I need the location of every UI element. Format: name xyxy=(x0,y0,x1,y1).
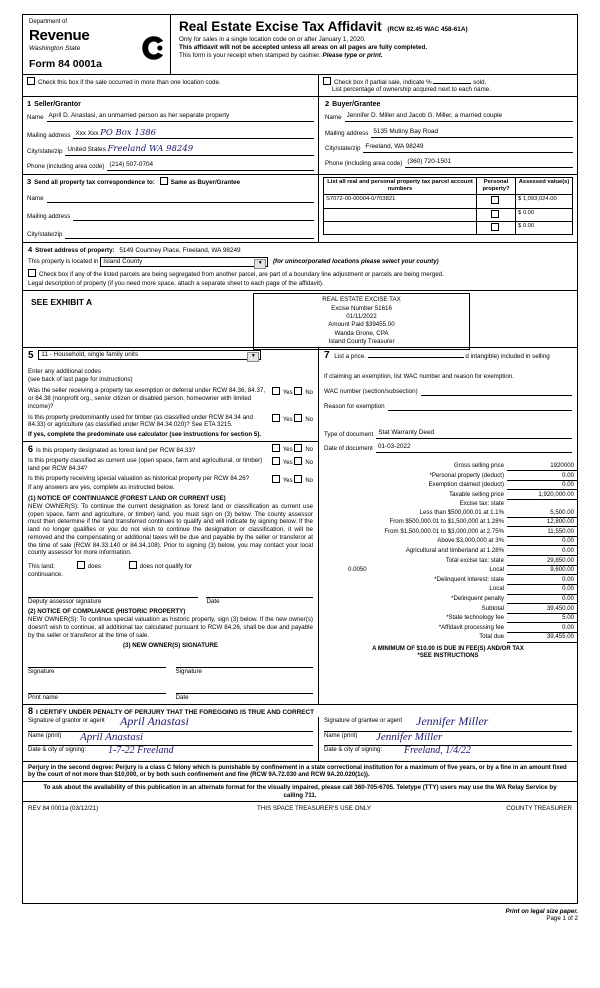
table-row xyxy=(319,508,577,517)
rev-number: REV 84 0001a (03/12/21) xyxy=(28,805,99,813)
table-row xyxy=(319,471,577,481)
tax-label-2: Exemption claimed (deduct) xyxy=(428,481,504,489)
buyer-name-value[interactable]: Jennifer D. Miller and Jacob G. Miller, a married couple xyxy=(345,112,573,122)
q2-no-label: No xyxy=(305,416,313,423)
use-code-and-tax-row xyxy=(23,348,577,703)
seller-name-value[interactable]: April D. Anastasi, an unmarried person as her separate property xyxy=(47,112,314,122)
this-land-label: This land: xyxy=(28,563,55,570)
tax-value-3[interactable]: 1,920,000.00 xyxy=(507,490,577,500)
county-treasurer-label: COUNTY TREASURER xyxy=(506,805,572,813)
seller-city-typed: United States xyxy=(67,146,106,154)
perjury-notice xyxy=(23,761,577,781)
q2-yesno[interactable] xyxy=(272,414,313,425)
notice1-title: (1) NOTICE OF CONTINUANCE (FOREST LAND OR CURRENT USE) xyxy=(28,495,226,502)
seller-mailing-value[interactable] xyxy=(73,128,314,140)
revenue-logo-icon xyxy=(141,35,167,61)
parcel-value-0[interactable]: S7072-00-00004-0/703821 xyxy=(324,195,477,208)
multi-location-checkbox[interactable] xyxy=(27,77,35,85)
seller-phone-value[interactable]: (214) 507-0704 xyxy=(107,161,314,171)
certification-heading-row xyxy=(23,704,577,717)
form-footer-row xyxy=(23,801,577,816)
sec6-q1-no: No xyxy=(305,446,313,453)
buyer-city-label: City/state/zip xyxy=(325,145,361,152)
table-row xyxy=(324,208,573,221)
see-instructions-note: *SEE INSTRUCTIONS xyxy=(417,653,479,660)
sec3-city-value[interactable] xyxy=(65,229,314,239)
sec6-q1-yes: Yes xyxy=(282,446,293,453)
parcel-value-1[interactable] xyxy=(324,208,477,221)
grantor-print-value[interactable]: April Anastasi xyxy=(80,730,144,743)
signature-label-2: Signature xyxy=(175,668,202,675)
multi-location-label: Check this box if the sale occurred in more than one location code. xyxy=(38,78,221,86)
tax-value-4 xyxy=(507,499,577,508)
header-line-3: This form is your receipt when stamped by cashier. Please type or print. xyxy=(179,51,383,59)
seller-mailing-label: Mailing address xyxy=(27,131,71,139)
sec6-q3-text: Is this property receiving special valuation as historical property per RCW 84.26? xyxy=(28,474,250,482)
partial-sale-note: List percentage of ownership acquired next to each name. xyxy=(332,86,491,94)
sec3-name-value[interactable] xyxy=(47,193,314,203)
reason-label: Reason for exemption xyxy=(324,402,385,410)
buyer-phone-value[interactable]: (360) 720-1501 xyxy=(405,158,573,168)
sec6-q3-yesno[interactable] xyxy=(272,475,313,486)
new-owner-signature-2[interactable] xyxy=(176,657,314,668)
parcel-value-2[interactable] xyxy=(324,221,477,234)
doc-type-value[interactable]: Stat Warranty Deed xyxy=(376,429,572,439)
sec5-number: 5 xyxy=(28,350,34,362)
new-owner-signature-1[interactable] xyxy=(28,657,166,668)
use-code-section xyxy=(23,348,318,441)
sec3-text: Send all property tax correspondence to: xyxy=(34,179,155,186)
multi-location-cell[interactable] xyxy=(23,75,319,97)
deputy-date-label: Date xyxy=(206,597,220,605)
list-price-field[interactable] xyxy=(368,357,464,358)
tax-label-14: *Delinquent penalty xyxy=(451,595,504,603)
new-owner-printname-1[interactable] xyxy=(28,683,166,694)
tax-label-8: Above $3,000,000 at 3% xyxy=(437,537,504,545)
table-row xyxy=(319,527,577,537)
grantor-date-value[interactable]: 1-7-22 Freeland xyxy=(108,744,174,756)
left-column xyxy=(23,348,319,703)
partial-sale-label-b: sold. xyxy=(473,78,487,86)
buyer-section xyxy=(319,97,577,174)
county-note: (for unincorporated locations please select your county) xyxy=(272,257,439,265)
sec6-q2-yesno[interactable] xyxy=(272,457,313,468)
grantee-signature-block xyxy=(319,713,577,761)
exhibit-reference: SEE EXHIBIT A xyxy=(31,297,93,308)
tax-value-7[interactable]: 11,550.00 xyxy=(507,527,577,537)
print-note: Print on legal size paper. xyxy=(505,908,578,915)
seller-city-hand: Freeland WA 98249 xyxy=(107,144,194,155)
seller-number: 1 xyxy=(27,99,32,108)
use-code-select[interactable] xyxy=(38,350,261,360)
form-title-block xyxy=(171,15,577,74)
table-row xyxy=(319,604,577,614)
sec3-mailing-value[interactable] xyxy=(73,211,314,221)
department-label: Department of xyxy=(29,19,68,25)
buyer-mailing-label: Mailing address xyxy=(325,130,369,137)
q1-yes-label: Yes xyxy=(282,390,293,397)
tax-label-3: Taxable selling price xyxy=(449,490,504,498)
county-select-value: Island County xyxy=(103,257,143,265)
certification-heading: I CERTIFY UNDER PENALTY OF PERJURY THAT THE FOREGOING IS TRUE AND CORRECT xyxy=(36,708,315,716)
sec3-city-label: City/state/zip xyxy=(27,231,63,238)
use-code-value: 11 - Household, single family units xyxy=(41,351,139,359)
sec3-mailing-label: Mailing address xyxy=(27,213,71,220)
q2-text: Is this property predominantly used for timber (as classified under RCW 84.34 and 84.33) or agriculture (as classified under RCW 84.34.020)? See ETA 3215. xyxy=(28,413,253,429)
personal-checkbox-2[interactable] xyxy=(477,221,516,234)
correspondence-parcels-row xyxy=(23,175,577,243)
grantor-signature-block xyxy=(23,713,319,761)
stamp-line-5: Wanda Grone, CPA xyxy=(334,329,389,337)
exempt-claim-text: If claiming an exemption, list WAC number and reason for exemption. xyxy=(324,372,514,380)
table-row xyxy=(319,480,577,490)
personal-header: Personal property? xyxy=(477,178,516,195)
tax-value-9[interactable]: 0.00 xyxy=(507,546,577,556)
this-land-row xyxy=(28,561,313,571)
reason-field[interactable] xyxy=(388,401,572,411)
partial-sale-cell[interactable] xyxy=(319,75,577,97)
tax-label-18: Total due xyxy=(479,633,504,641)
does-qualify-checkbox[interactable] xyxy=(77,561,85,569)
date-label-2: Date xyxy=(175,693,189,701)
grantee-date-label: Date & city of signing: xyxy=(324,746,383,753)
q1-yesno[interactable] xyxy=(272,387,313,398)
top-checkbox-row xyxy=(23,75,577,98)
tax-value-0[interactable]: 1920000 xyxy=(507,462,577,471)
tax-label-10: Total excise tax: state xyxy=(445,556,504,564)
table-row xyxy=(324,195,573,208)
doc-date-value[interactable]: 01-03-2022 xyxy=(376,443,572,453)
street-address-label: Street address of property: xyxy=(35,246,115,254)
buyer-city-value[interactable]: Freeland, WA 98249 xyxy=(363,143,573,153)
notice2-title: (2) NOTICE OF COMPLIANCE (HISTORIC PROPERTY) xyxy=(28,608,186,616)
notice3-title: (3) NEW OWNER(S) SIGNATURE xyxy=(122,642,219,650)
state-name: Washington State xyxy=(29,45,81,53)
street-address-value[interactable]: 5149 Courtney Place, Freeland, WA 98249 xyxy=(119,246,241,254)
tax-value-5[interactable]: 5,500.00 xyxy=(507,508,577,517)
wac-label: WAC number (section/subsection) xyxy=(324,387,418,395)
document-type-block xyxy=(319,425,577,455)
continuance-label: continuance. xyxy=(28,570,64,578)
tax-value-15[interactable]: 39,450.00 xyxy=(507,604,577,614)
sec6-q1-text: Is this property designated as forest land per RCW 84.33? xyxy=(36,446,196,454)
does-not-qualify-checkbox[interactable] xyxy=(129,561,137,569)
grantee-sig-label: Signature of grantee or agent xyxy=(324,717,403,724)
tax-label-12: *Delinquent interest: state xyxy=(434,575,504,583)
deputy-signature-field[interactable] xyxy=(28,587,198,598)
tax-value-8[interactable]: 0.00 xyxy=(507,536,577,546)
table-row xyxy=(319,490,577,500)
table-row xyxy=(319,462,577,471)
minimum-due-note: A MINIMUM OF $10.00 IS DUE IN FEE(S) AND/OR TAX xyxy=(372,645,524,652)
grantee-signature-value[interactable]: Jennifer Miller xyxy=(416,713,489,728)
list-price-label: List a price. xyxy=(334,353,366,361)
tax-value-14[interactable]: 0.00 xyxy=(507,594,577,604)
local-rate: 0.0050 xyxy=(348,566,367,574)
list-price-tail: d intangible) included in selling xyxy=(465,353,550,361)
sec6-ifany: If any answers are yes, complete as instructed below. xyxy=(28,484,175,492)
doc-date-label: Date of document xyxy=(324,444,373,452)
same-as-buyer-label: Same as Buyer/Grantee xyxy=(170,179,241,186)
q3-text: If yes, complete the predominate use calculator (see instructions for section 5). xyxy=(28,431,262,438)
deputy-date-field[interactable] xyxy=(206,587,313,598)
table-row xyxy=(319,517,577,527)
tax-value-11[interactable]: 9,600.00 xyxy=(507,565,577,575)
sec5-question-1 xyxy=(28,387,313,410)
sec6-q3-no: No xyxy=(305,477,313,484)
table-row xyxy=(319,584,577,594)
buyer-heading: Buyer/Grantee xyxy=(332,101,381,108)
seller-section xyxy=(23,97,319,174)
form-number: Form 84 0001a xyxy=(29,58,102,71)
stamp-line-4: Amount Paid $39455.00 xyxy=(328,321,395,329)
tax-label-11-text: Local xyxy=(489,566,504,574)
table-row xyxy=(319,536,577,546)
partial-sale-checkbox[interactable] xyxy=(323,77,331,85)
seller-name-label: Name xyxy=(27,114,44,121)
page-title: Real Estate Excise Tax Affidavit xyxy=(179,19,382,34)
segregated-label: Check box if any of the listed parcels are being segregated from another parcel, are part of a boundary line adjustment or parcels are being merged. xyxy=(39,270,444,278)
q2-yes-label: Yes xyxy=(282,416,293,423)
segregated-checkbox[interactable] xyxy=(28,269,36,277)
tax-label-15: Subtotal xyxy=(481,604,504,612)
table-row xyxy=(319,594,577,604)
sec6-q1-yesno[interactable] xyxy=(272,444,313,455)
county-label: This property is located in xyxy=(28,257,99,265)
sec6-q2-text: Is this property classified as current use (open space, farm and agricultural, or timber) land per RCW 84.34? xyxy=(28,457,263,472)
assessed-value-1[interactable]: $ 0.00 xyxy=(516,208,573,221)
notice1-body: NEW OWNER(S): To continue the current designation as forest land or classification as current use (open space, farm and agriculture, or timber) land, you must sign on (3) below. The county assessor must then determine if the land transferred continues to qualify and will indicate by signing below. If the land no longer qualifies or you do not wish to continue the designation or classification, it will be removed and the compensating or additional taxes will be due and payable by the seller or transferor at the time of sale (RCW 84.33.140 or 84.34.108). Prior to signing (3) below, you may contact your local county assessor for more information. xyxy=(28,502,313,557)
buyer-number: 2 xyxy=(325,99,330,108)
sec5-question-2 xyxy=(28,414,313,430)
affidavit-form xyxy=(22,14,578,904)
sec6-section xyxy=(23,441,318,704)
grantor-sig-label: Signature of grantor or agent xyxy=(28,717,105,724)
legal-description-area xyxy=(23,291,577,348)
table-row xyxy=(324,221,573,234)
grantor-signature-value[interactable]: April Anastasi xyxy=(120,713,189,728)
exemption-block xyxy=(319,371,577,413)
stamp-line-6: Island County Treasurer xyxy=(328,338,395,346)
seller-mailing-hand: PO Box 1386 xyxy=(100,127,157,138)
parcel-table xyxy=(323,177,573,235)
tax-label-11 xyxy=(319,565,507,575)
assessed-header: Assessed value(s) xyxy=(516,178,573,195)
treasurer-use-label: THIS SPACE TREASURER'S USE ONLY xyxy=(257,805,371,813)
doc-type-label: Type of document xyxy=(324,430,374,438)
wac-field[interactable] xyxy=(421,386,572,396)
seller-city-label: City/state/zip xyxy=(27,148,63,156)
county-select[interactable] xyxy=(100,257,268,267)
table-row xyxy=(319,546,577,556)
tax-label-0: Gross selling price xyxy=(453,462,504,470)
property-address-section xyxy=(23,243,577,292)
ada-notice xyxy=(23,781,577,802)
table-row xyxy=(319,623,577,633)
sec7-number: 7 xyxy=(324,350,330,362)
q1-no-label: No xyxy=(305,390,313,397)
tax-value-6[interactable]: 12,800.00 xyxy=(507,517,577,527)
sec3-number: 3 xyxy=(27,177,32,186)
rcw-reference: (RCW 82.45 WAC 458-61A) xyxy=(387,26,468,33)
table-row xyxy=(319,499,577,508)
tax-value-13[interactable]: 0.00 xyxy=(507,584,577,594)
sec7-header xyxy=(319,348,577,365)
form-header xyxy=(23,15,577,75)
tax-value-16[interactable]: 5.00 xyxy=(507,613,577,623)
tax-calculation-table xyxy=(319,462,577,643)
table-row xyxy=(319,632,577,642)
tax-label-5: Less than $500,000.01 at 1.1% xyxy=(419,508,504,516)
enter-codes-label: Enter any additional codes xyxy=(28,367,101,375)
right-column xyxy=(319,348,577,703)
parcels-section xyxy=(319,175,577,242)
see-back-label: (see back of last page for instructions) xyxy=(28,375,133,383)
header-line-1: Only for sales in a single location code on or after January 1, 2020. xyxy=(179,35,366,43)
chevron-down-icon[interactable]: ▼ xyxy=(247,352,259,362)
sec8-number: 8 xyxy=(28,705,34,716)
stamp-line-1: REAL ESTATE EXCISE TAX xyxy=(322,296,401,304)
stamp-line-2: Excise Number 51616 xyxy=(331,304,392,312)
seller-phone-label: Phone (including area code) xyxy=(27,163,105,171)
header-line-3-italic: Please type or print. xyxy=(322,51,383,59)
seller-city-value[interactable] xyxy=(65,144,314,156)
tax-label-17: *Affidavit processing fee xyxy=(438,623,504,631)
ada-text: To ask about the availability of this publication in an alternate format for the visually impaired, please call 360-705-6705. Teletype (TTY) users may use the WA Relay Service by calling 711. xyxy=(43,783,557,799)
agency-name: Revenue xyxy=(29,26,90,44)
sec6-q2-no: No xyxy=(305,460,313,466)
sec6-q2-yes: Yes xyxy=(282,460,293,466)
grantor-print-label: Name (print) xyxy=(28,732,62,739)
tax-value-17[interactable]: 0.00 xyxy=(507,623,577,633)
tax-label-13: Local xyxy=(489,585,504,593)
stamp-line-3: 01/11/2022 xyxy=(346,312,377,320)
header-line-2: This affidavit will not be accepted unless all areas on all pages are fully completed. xyxy=(179,43,428,51)
tax-label-9: Agricultural and timberland at 1.28% xyxy=(405,546,504,554)
tax-label-16: *State technology fee xyxy=(446,614,504,622)
footer-right xyxy=(505,908,578,922)
table-row xyxy=(319,556,577,566)
same-as-buyer-checkbox[interactable] xyxy=(160,177,168,185)
table-row xyxy=(319,575,577,585)
tax-value-10[interactable]: 29,850.00 xyxy=(507,556,577,566)
sec3-name-label: Name xyxy=(27,195,44,202)
seller-buyer-row xyxy=(23,97,577,175)
grantee-date-value[interactable]: Freeland, 1/4/22 xyxy=(404,744,471,756)
sec6-q3-yes: Yes xyxy=(282,477,293,484)
legal-description-label: Legal description of property (if you need more space, attach a separate sheet to each page of the affidavit). xyxy=(28,279,324,287)
tax-label-1: *Personal property (deduct) xyxy=(429,471,504,479)
deputy-signature-label: Deputy assessor signature xyxy=(28,597,102,605)
table-row xyxy=(319,613,577,623)
chevron-down-icon[interactable]: ▼ xyxy=(254,259,266,269)
tax-value-2[interactable]: 0.00 xyxy=(507,480,577,490)
notice2-body: NEW OWNER(S): To continue special valuation as historic property, sign (3) below. If the new owner(s) doesn't wish to continue, all additional tax calculated pursuant to RCW 84.26, shall be due and payable by the seller or transferor at the time of sale. xyxy=(28,616,313,639)
treasurer-stamp xyxy=(253,293,470,350)
does-not-label: does not qualify for xyxy=(139,563,193,570)
printname-label: Print name xyxy=(28,693,58,701)
seller-heading: Seller/Grantor xyxy=(34,101,81,108)
page-number: Page 1 of 2 xyxy=(546,915,578,922)
perjury-text: Perjury in the second degree: Perjury is a class C felony which is punishable by confinement in a state correctional institution for a maximum of five years, or by a fine in an amount fixed by the court of not more than $10,000, or by both such confinement and fine (RCW 9A.72.030 and RCW 9A.20.020(1c)). xyxy=(28,763,567,779)
partial-sale-label-a: Check box if partial sale, indicate % xyxy=(334,78,432,86)
q1-text: Was the seller receiving a property tax exemption or deferral under RCW 84.36, 84.37, or 84.38 (nonprofit org., senior citizen or disabled person, homeowner with limited income)? xyxy=(28,387,266,410)
table-row xyxy=(319,565,577,575)
buyer-mailing-value[interactable]: 5135 Mutiny Bay Road xyxy=(371,128,573,138)
grantor-date-label: Date & city of signing: xyxy=(28,746,87,753)
tax-value-12[interactable]: 0.00 xyxy=(507,575,577,585)
grantee-print-value[interactable]: Jennifer Miller xyxy=(376,730,443,743)
agency-block xyxy=(23,15,171,74)
assessed-value-0[interactable]: $ 1,093,024.00 xyxy=(516,195,573,208)
personal-checkbox-1[interactable] xyxy=(477,208,516,221)
tax-label-7: From $1,500,000.01 to $3,000,000 at 2.75% xyxy=(384,527,504,535)
buyer-phone-label: Phone (including area code) xyxy=(325,160,403,167)
tax-value-18[interactable]: 39,455.00 xyxy=(507,632,577,642)
grantee-print-label: Name (print) xyxy=(324,732,358,739)
correspondence-section xyxy=(23,175,319,242)
assessed-value-2[interactable]: $ 0.00 xyxy=(516,221,573,234)
sec6-number: 6 xyxy=(28,443,34,454)
seller-mailing-typed: Xxx Xxx xyxy=(75,129,99,137)
personal-checkbox-0[interactable] xyxy=(477,195,516,208)
tax-value-1[interactable]: 0.00 xyxy=(507,471,577,481)
sec4-number: 4 xyxy=(28,244,33,254)
tax-label-4: Excise tax: state xyxy=(459,499,504,507)
buyer-name-label: Name xyxy=(325,114,342,121)
does-label: does xyxy=(87,563,101,570)
signature-block xyxy=(23,713,577,761)
signature-label-1: Signature xyxy=(28,668,55,675)
tax-label-6: From $500,000.01 to $1,500,000 at 1.28% xyxy=(389,518,504,526)
new-owner-date[interactable] xyxy=(176,683,314,694)
parcel-header: List all real and personal property tax parcel account numbers xyxy=(324,178,477,195)
